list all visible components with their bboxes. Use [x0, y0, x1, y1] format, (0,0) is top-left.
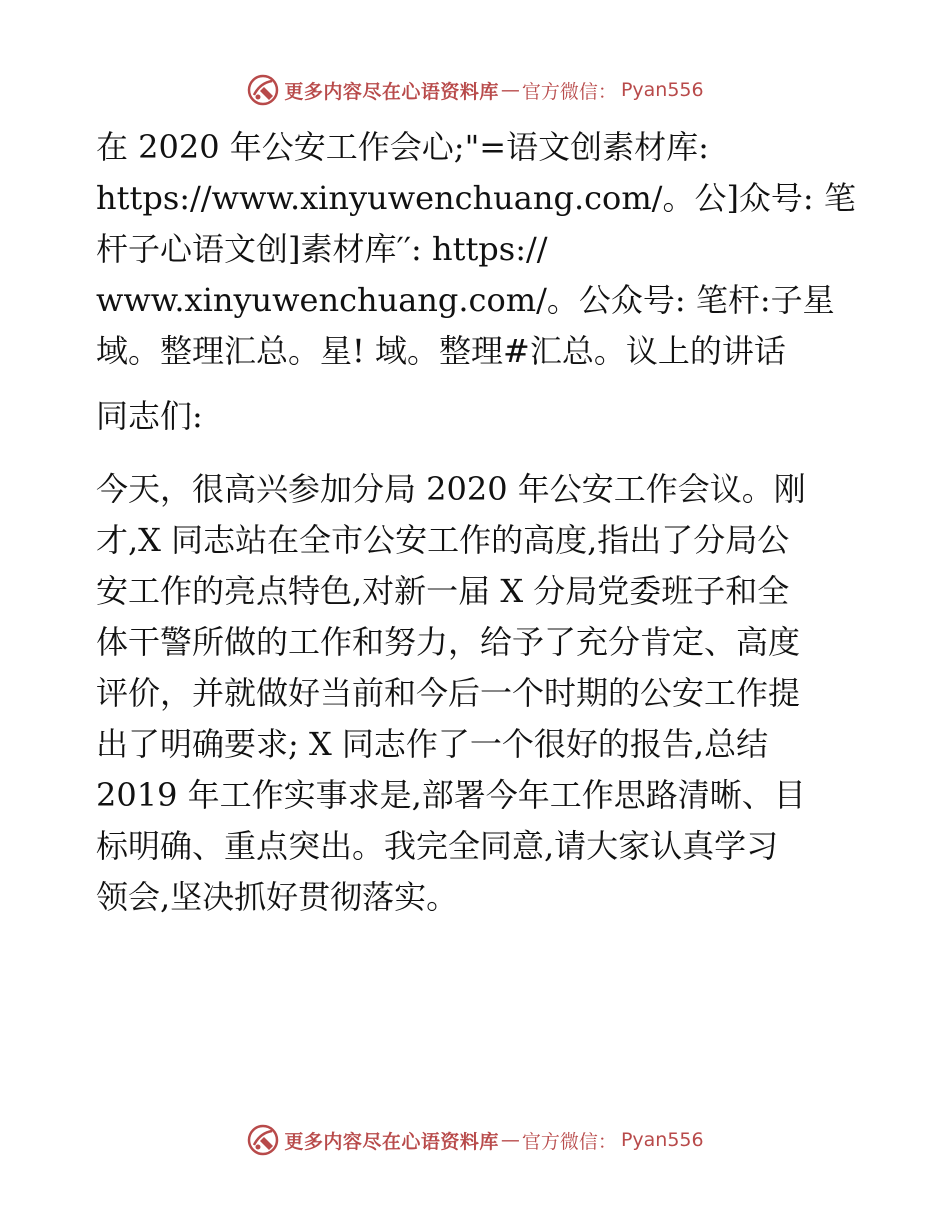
header-site-text: 更多内容尽在心语资料库	[284, 80, 499, 103]
pen-logo-icon	[246, 73, 280, 107]
footer-separator: —	[500, 1129, 520, 1151]
pen-logo-icon	[246, 1123, 280, 1157]
title-paragraph: 在 2020 年公安工作会心;"=语文创素材库: https://www.xinyuwenchuang.com/。公]众号: 笔 杆子心语文创]素材库′′: https:// www.xinyuwenchuang.com/。公众号: 笔杆:子星 域。整理汇总。星! 域。整理#汇总。议上的讲话	[96, 128, 856, 370]
footer-wechat-label: 官方微信：	[521, 1130, 617, 1153]
footer-banner	[0, 1120, 950, 1160]
header-wechat-label: 官方微信：	[521, 80, 617, 103]
salutation: 同志们:	[96, 397, 203, 435]
header-wechat-id: Pyan556	[620, 79, 704, 101]
body-paragraph: 今天，很高兴参加分局 2020 年公安工作会议。刚 才,X 同志站在全市公安工作的高度,指出了分局公 安工作的亮点特色,对新一届 X 分局党委班子和全 体干警所做的工作和努力，给予了充分肯定、高度 评价，并就做好当前和今后一个时期的公安工作提 出了明确要求; X 同志作了一个很好的报告,总结 2019 年工作实事求是,部署今年工作思路清晰、目 标明确、重点突出。我完全同意,请大家认真学习 领会,坚决抓好贯彻落实。	[96, 470, 806, 916]
footer-wechat-id: Pyan556	[620, 1129, 704, 1151]
header-banner	[0, 70, 950, 110]
header-separator: —	[500, 79, 520, 101]
document-body	[96, 122, 866, 923]
footer-site-text: 更多内容尽在心语资料库	[284, 1130, 499, 1153]
